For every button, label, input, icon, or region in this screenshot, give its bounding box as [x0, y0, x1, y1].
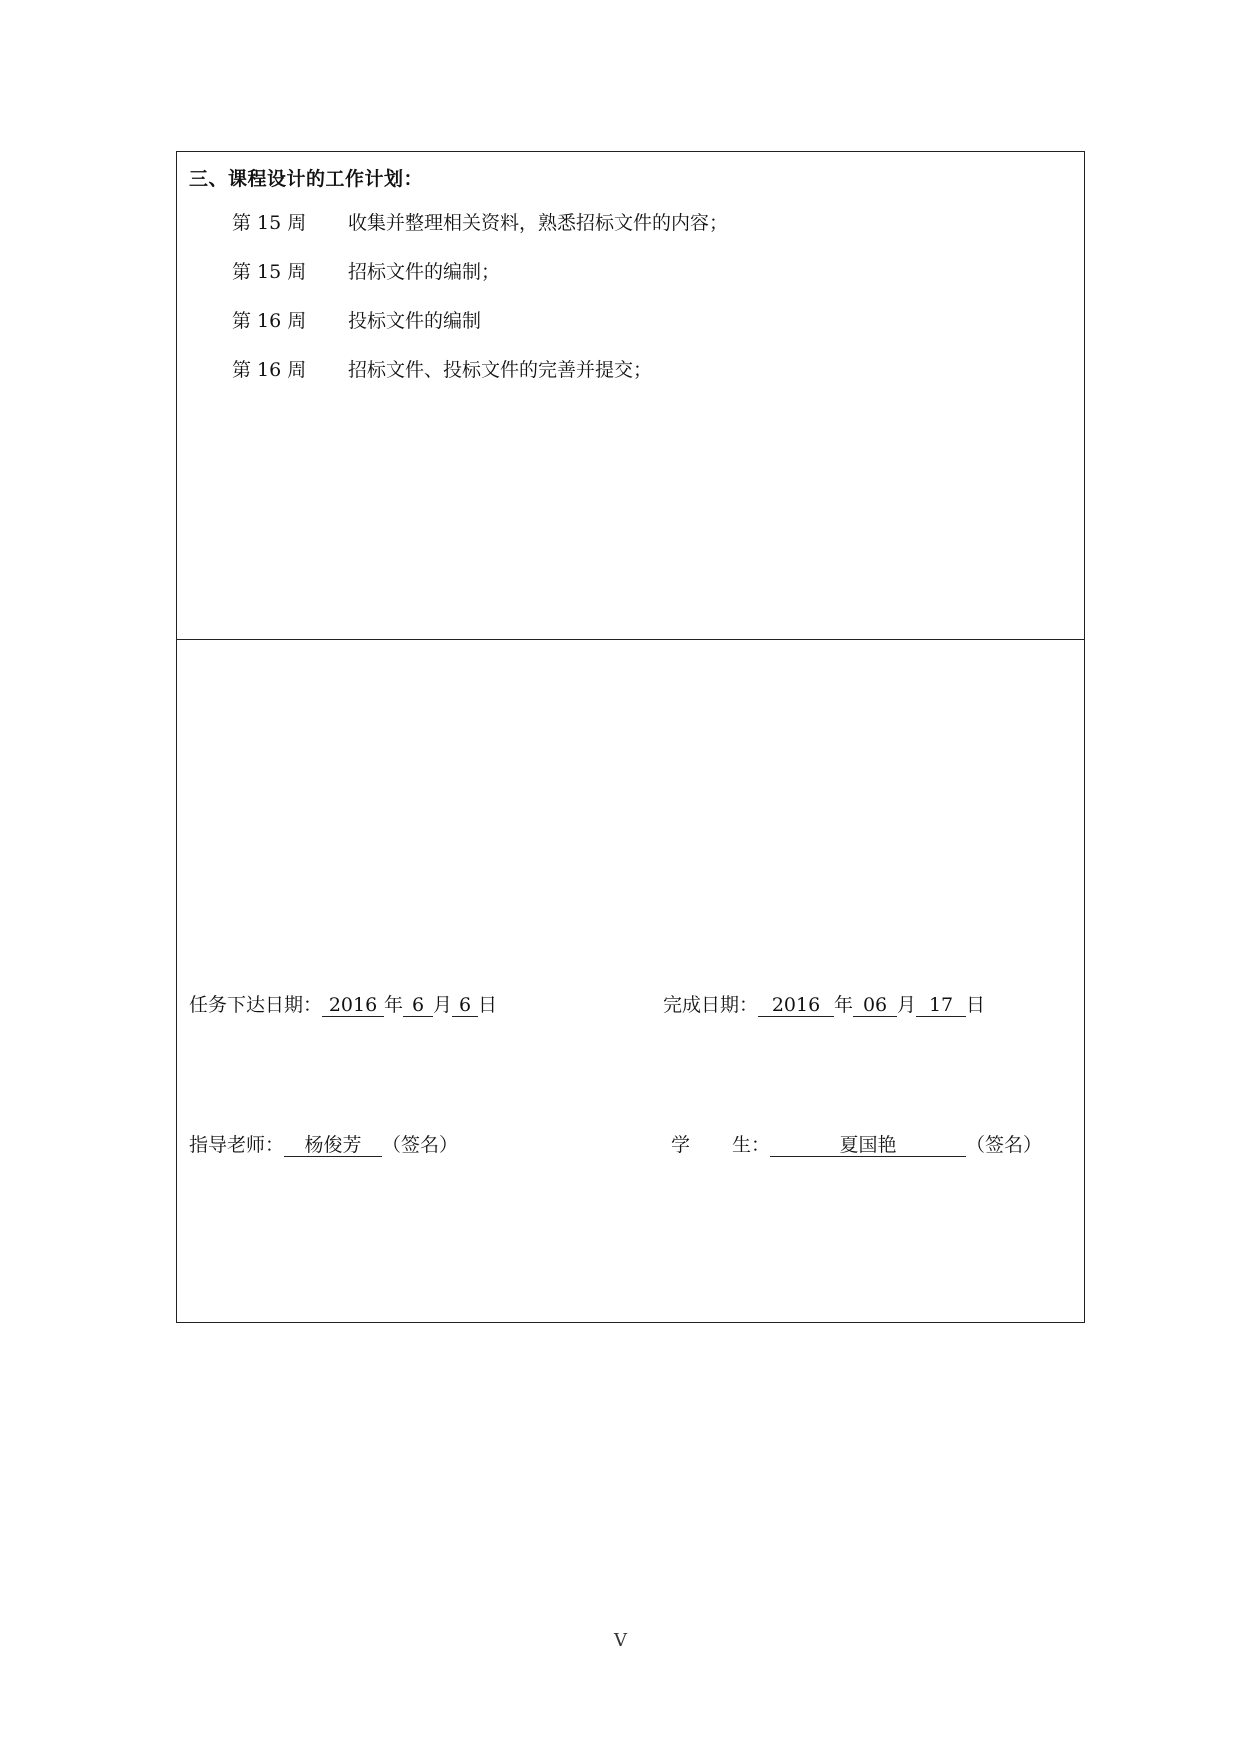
- completion-date-month-unit: 月: [897, 994, 917, 1016]
- issue-date-year: 2016: [322, 994, 384, 1017]
- plan-task: 收集并整理相关资料，熟悉招标文件的内容；: [348, 212, 729, 234]
- plan-task: 招标文件的编制；: [348, 261, 501, 283]
- completion-date-day: 17: [916, 994, 966, 1017]
- completion-date-day-unit: 日: [966, 994, 986, 1016]
- issue-date-month-unit: 月: [433, 994, 453, 1016]
- plan-week: 第 15 周: [232, 261, 307, 283]
- plan-week: 第 16 周: [232, 310, 307, 332]
- plan-week: 第 15 周: [232, 212, 307, 234]
- advisor-name: 杨俊芳: [284, 1134, 382, 1157]
- issue-date-label: 任务下达日期：: [189, 994, 323, 1016]
- student-name: 夏国艳: [770, 1134, 966, 1157]
- completion-date-year: 2016: [758, 994, 834, 1017]
- student-label-char1: 学: [671, 1134, 691, 1156]
- section-heading: 三、课程设计的工作计划：: [189, 168, 424, 190]
- work-plan-section: [177, 152, 1084, 640]
- student-line: [671, 1130, 1042, 1157]
- plan-task: 投标文件的编制: [348, 310, 482, 332]
- signature-section: [177, 640, 1084, 1322]
- completion-date-year-unit: 年: [834, 994, 854, 1016]
- plan-row: [232, 306, 481, 333]
- advisor-line: [189, 1130, 458, 1157]
- advisor-label: 指导老师：: [189, 1134, 285, 1156]
- page-number: V: [614, 1630, 627, 1651]
- issue-date-month: 6: [403, 994, 433, 1017]
- completion-date-line: [663, 990, 985, 1017]
- plan-row: [232, 208, 728, 235]
- plan-week: 第 16 周: [232, 359, 307, 381]
- student-sign-note: （签名）: [966, 1134, 1043, 1156]
- plan-row: [232, 355, 652, 382]
- issue-date-year-unit: 年: [384, 994, 404, 1016]
- form-table: [176, 151, 1085, 1323]
- completion-date-label: 完成日期：: [663, 994, 759, 1016]
- issue-date-line: [189, 990, 497, 1017]
- issue-date-day: 6: [452, 994, 478, 1017]
- issue-date-day-unit: 日: [478, 994, 498, 1016]
- student-label-char2: 生：: [732, 1134, 771, 1156]
- plan-row: [232, 257, 500, 284]
- plan-task: 招标文件、投标文件的完善并提交；: [348, 359, 653, 381]
- advisor-sign-note: （签名）: [382, 1134, 459, 1156]
- completion-date-month: 06: [853, 994, 897, 1017]
